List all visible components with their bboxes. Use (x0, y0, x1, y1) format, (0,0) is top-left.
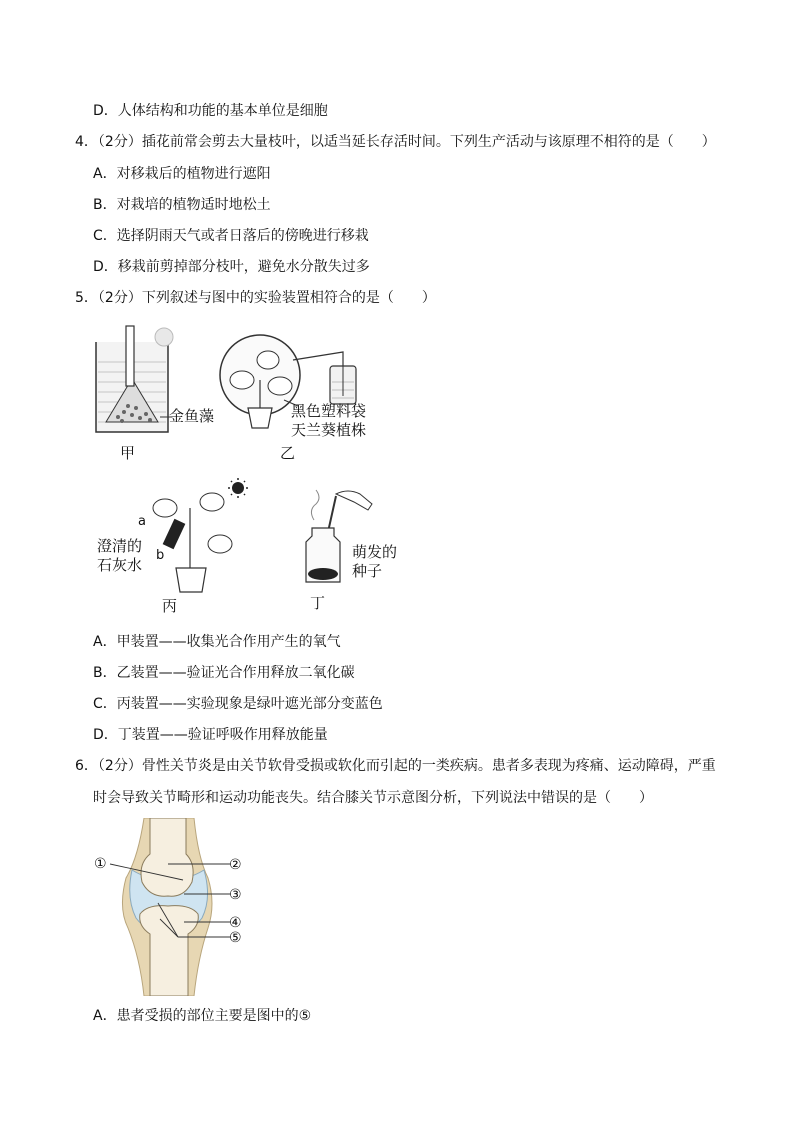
q5-option-b: B．乙装置——验证光合作用释放二氧化碳 (93, 665, 355, 681)
q4-stem: 4．（2分）插花前常会剪去大量枝叶，以适当延长存活时间。下列生产活动与该原理不相符的是（ ） (75, 134, 716, 150)
jia-plant-label: 金鱼藻 (169, 407, 215, 425)
jia-caption: 甲 (120, 444, 136, 462)
knee-label-1: ① (94, 856, 107, 872)
bing-water-label-line2: 石灰水 (97, 556, 143, 574)
yi-plant-label: 天兰葵植株 (291, 421, 367, 439)
knee-leader-lines (98, 855, 243, 945)
bing-water-label-line1: 澄清的 (97, 537, 143, 555)
q3-option-d: D．人体结构和功能的基本单位是细胞 (93, 103, 328, 119)
q4-option-b: B．对栽培的植物适时地松土 (93, 197, 271, 213)
q6-stem-line2: 时会导致关节畸形和运动功能丧失。结合膝关节示意图分析，下列说法中错误的是（ ） (93, 790, 653, 806)
q5-option-c: C．丙装置——实验现象是绿叶遮光部分变蓝色 (93, 696, 383, 712)
q5-option-a: A．甲装置——收集光合作用产生的氧气 (93, 634, 341, 650)
knee-label-2: ② (229, 857, 242, 873)
knee-label-4: ④ (229, 915, 242, 931)
knee-label-3: ③ (229, 887, 242, 903)
yi-bag-label: 黑色塑料袋 (291, 402, 367, 420)
q6-stem-line1: 6．（2分）骨性关节炎是由关节软骨受损或软化而引起的一类疾病。患者多表现为疼痛、运动障碍，严重 (75, 758, 716, 774)
knee-label-5: ⑤ (229, 930, 242, 946)
ding-seed-label-line1: 萌发的 (352, 543, 398, 561)
q5-stem: 5．（2分）下列叙述与图中的实验装置相符合的是（ ） (75, 290, 436, 306)
bing-point-b: b (156, 548, 165, 563)
bing-caption: 丙 (162, 597, 178, 615)
bing-point-a: a (138, 514, 146, 529)
q4-option-d: D．移栽前剪掉部分枝叶，避免水分散失过多 (93, 259, 370, 275)
q5-option-d: D．丁装置——验证呼吸作用释放能量 (93, 727, 328, 743)
figure-bing-apparatus (140, 478, 260, 598)
ding-caption: 丁 (310, 594, 326, 612)
sun-light-icon (152, 325, 176, 349)
q4-option-c: C．选择阴雨天气或者日落后的傍晚进行移栽 (93, 228, 369, 244)
ding-seed-label-line2: 种子 (352, 562, 383, 580)
q4-option-a: A．对移栽后的植物进行遮阳 (93, 166, 271, 182)
q6-option-a: A．患者受损的部位主要是图中的⑤ (93, 1008, 312, 1024)
yi-caption: 乙 (280, 444, 296, 462)
